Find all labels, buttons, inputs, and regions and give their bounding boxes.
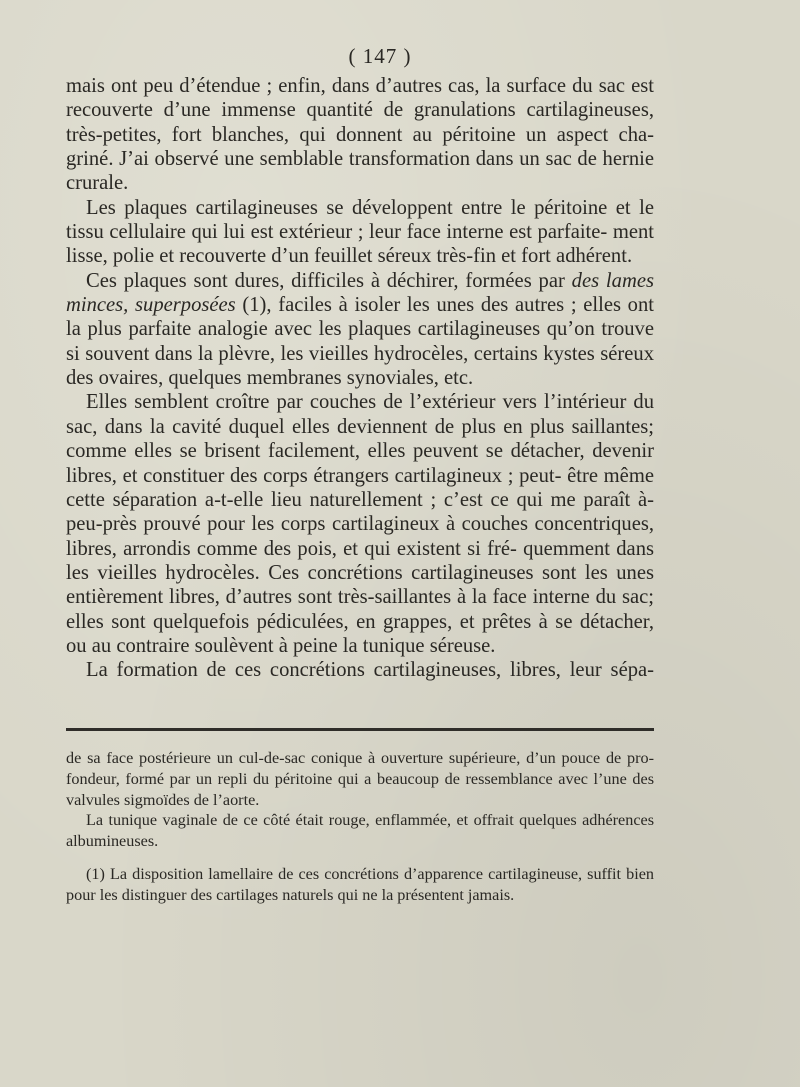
paragraph-3: [66, 269, 654, 391]
paragraph-5: La formation de ces concrétions cartilagineuses, libres, leur sépa-: [86, 659, 654, 682]
footnote-continuation: de sa face postérieure un cul-de-sac conique à ouverture supérieure, d’un pouce de pro- fondeur, formé par un repli du péritoine qui a beaucoup de ressemblance avec l’une des valvules sigmoïdes de l’aorte.: [66, 749, 654, 809]
main-text: [66, 74, 654, 683]
footnote-tunique: La tunique vaginale de ce côté était rouge, enflammée, et offrait quelques adhérences albumineuses.: [66, 811, 654, 851]
paragraph-4: Elles semblent croître par couches de l’extérieur vers l’intérieur du sac, dans la cavité duquel elles deviennent de plus en plus saillantes; comme elles se brisent facilement, elles peuvent se détacher, devenir libres, et constituer des corps étrangers cartilagineux ; peut- être même cette séparation a-t-elle lieu naturellement ; c’est ce qui me paraît à-peu-près prouvé pour les corps cartilagineux à couches concentriques, libres, arrondis comme des pois, et qui existent si fré- quemment dans les vieilles hydrocèles. Ces concrétions cartilagineuses sont les unes entièrement libres, d’autres sont très-saillantes à la face interne du sac; elles sont quelquefois pédiculées, en grappes, et prêtes à se détacher, ou au contraire soulèvent à peine la tunique séreuse.: [66, 391, 654, 657]
paragraph-1: mais ont peu d’étendue ; enfin, dans d’autres cas, la surface du sac est recouverte d’une immense quantité de granulations cartilagineuses, très-petites, fort blanches, qui donnent au péritoine un aspect cha- griné. J’ai observé une semblable transformation dans un sac de hernie crurale.: [66, 75, 654, 195]
paragraph-2: Les plaques cartilagineuses se développent entre le péritoine et le tissu cellulaire qui lui est extérieur ; leur face interne est parfaite- ment lisse, polie et recouverte d’un feuillet séreux très-fin et fort adhérent.: [66, 196, 654, 268]
page-number: ( 147 ): [348, 44, 412, 68]
footnote-1: (1) La disposition lamellaire de ces concrétions d’apparence cartilagineuse, suffit bien pour les distinguer des cartilages naturels qui ne la présentent jamais.: [66, 864, 654, 904]
paragraph-3-end: (1), faciles à isoler les unes des autres ; elles ont la plus parfaite analogie avec les plaques cartilagineuses qu’on trouve si souvent dans la plèvre, les vieilles hydrocèles, certains kystes séreux des ovaires, quelques membranes synoviales, etc.: [66, 294, 654, 390]
footnote-separator: [66, 728, 654, 731]
footnotes: [66, 748, 654, 906]
paragraph-3-start: Ces plaques sont dures, difficiles à déchirer, formées par: [86, 269, 572, 292]
paragraph-3-italic: des lames minces, superposées: [66, 269, 654, 317]
